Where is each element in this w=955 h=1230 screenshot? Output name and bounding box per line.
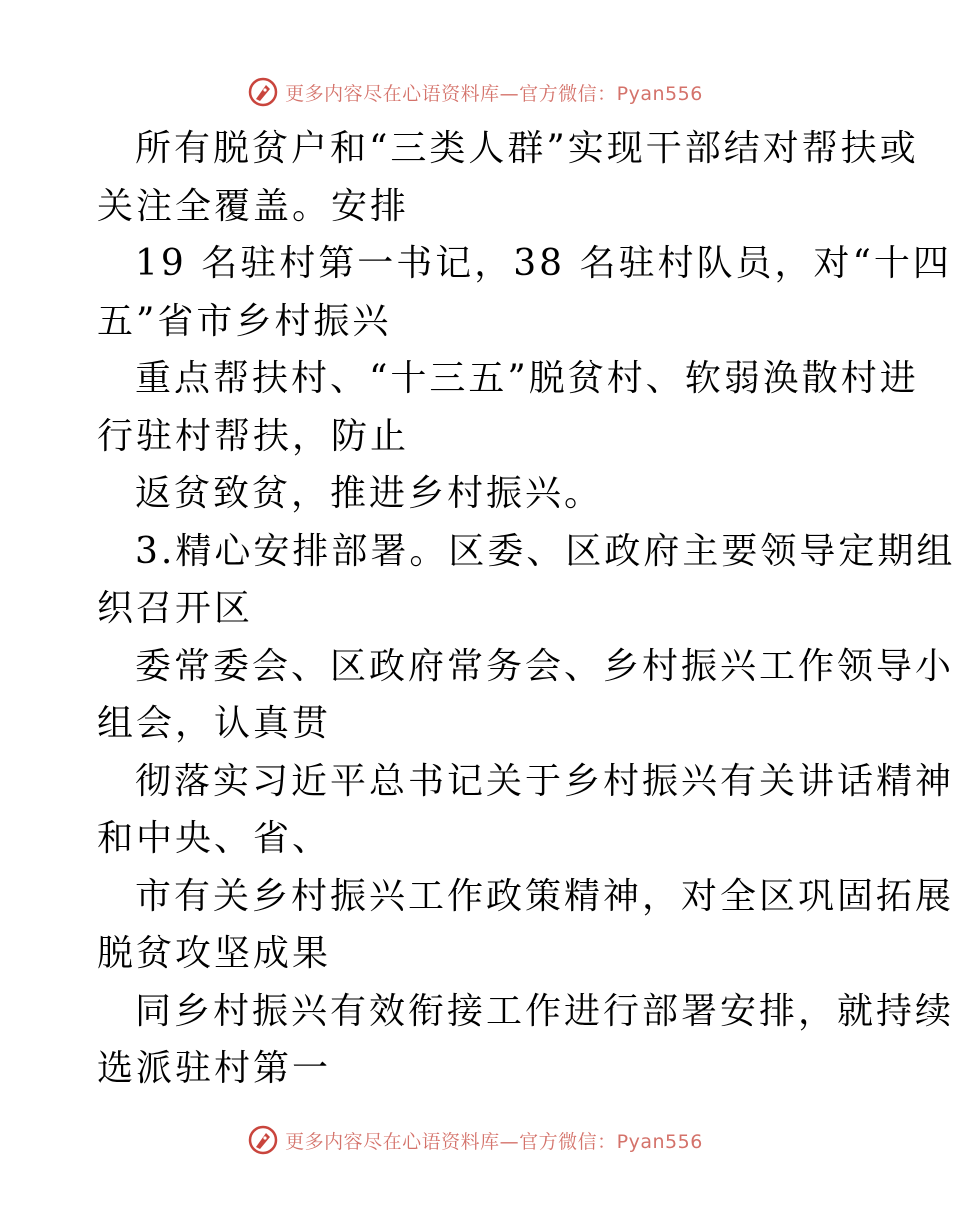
text-line: 19 名驻村第一书记，38 名驻村队员，对“十四 xyxy=(135,243,952,284)
document-body xyxy=(97,120,955,1098)
text-line: 委常委会、区政府常务会、乡村振兴工作领导小 xyxy=(135,645,955,687)
text-line: 同乡村振兴有效衔接工作进行部署安排，就持续 xyxy=(135,990,955,1032)
footer-watermark xyxy=(0,1124,950,1156)
text-line: 和中央、省、 xyxy=(97,818,332,859)
text-line: 重点帮扶村、“十三五”脱贫村、软弱涣散村进 xyxy=(135,358,919,399)
text-line: 关注全覆盖。安排 xyxy=(97,185,410,227)
watermark-text: 更多内容尽在心语资料库—官方微信：Pyan556 xyxy=(285,82,703,105)
header-watermark xyxy=(0,76,950,108)
text-line: 五”省市乡村振兴 xyxy=(97,300,392,342)
text-line: 织召开区 xyxy=(97,588,254,629)
text-line: 市有关乡村振兴工作政策精神，对全区巩固拓展 xyxy=(135,875,955,917)
text-line: 脱贫攻坚成果 xyxy=(97,933,332,974)
text-line: 所有脱贫户和“三类人群”实现干部结对帮扶或 xyxy=(135,128,919,169)
text-line: 3.精心安排部署。区委、区政府主要领导定期组 xyxy=(135,530,955,572)
text-line: 组会，认真贯 xyxy=(97,703,332,744)
text-line: 彻落实习近平总书记关于乡村振兴有关讲话精神 xyxy=(135,760,955,802)
text-line: 返贫致贫，推进乡村振兴。 xyxy=(135,473,604,514)
text-line: 选派驻村第一 xyxy=(97,1048,332,1089)
text-line: 行驻村帮扶，防止 xyxy=(97,415,410,457)
pen-nib-logo-icon xyxy=(247,76,279,108)
pen-nib-logo-icon xyxy=(247,1124,279,1156)
watermark-text: 更多内容尽在心语资料库—官方微信：Pyan556 xyxy=(285,1130,703,1153)
